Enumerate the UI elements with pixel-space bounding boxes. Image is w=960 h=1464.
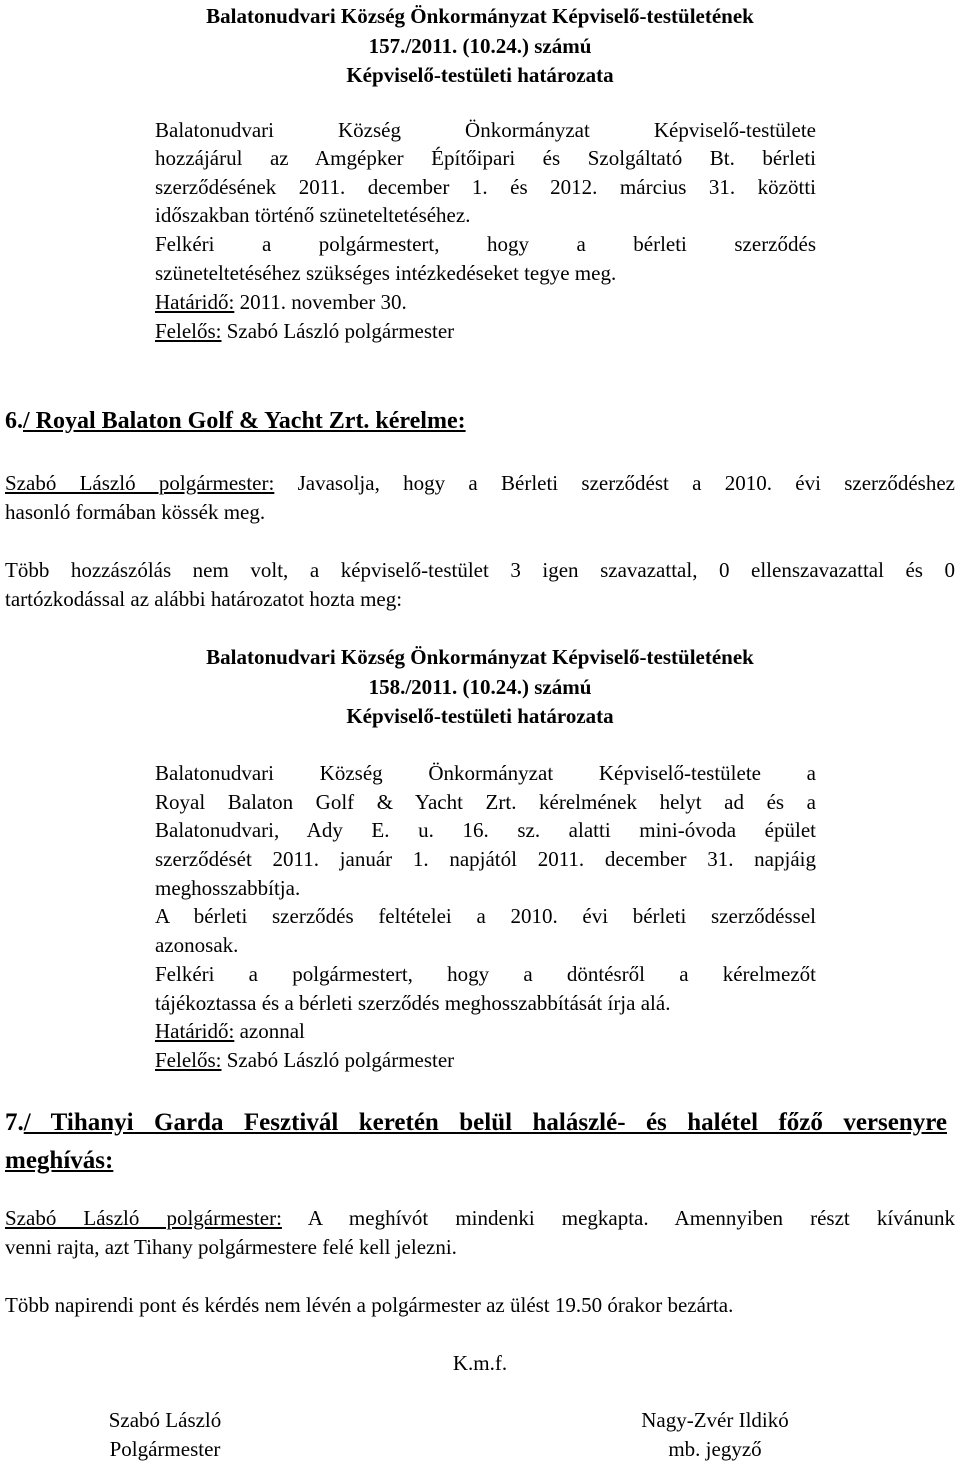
resolution-158-body-line: Balatonudvari, Ady E. u. 16. sz. alatti mini-óvoda épület: [155, 818, 816, 842]
resolution-157-number: 157./2011. (10.24.) számú: [368, 34, 592, 58]
section-7-heading: [5, 1110, 947, 1135]
resolution-158-body-line: Balatonudvari Község Önkormányzat Képviselő-testülete a: [155, 761, 816, 785]
resolution-158-body-line: azonosak.: [155, 933, 239, 957]
resolution-157-body-line: Balatonudvari Község Önkormányzat Képviselő-testülete: [155, 118, 816, 142]
signature-left: [60, 1410, 270, 1460]
signature-left-name: Szabó László: [108, 1408, 222, 1432]
resolution-157-body-line: szerződésének 2011. december 1. és 2012. március 31. közötti: [155, 175, 816, 199]
resolution-158-body-line: Royal Balaton Golf & Yacht Zrt. kérelmének helyt ad és a: [155, 790, 816, 814]
section-6-number: 6.: [5, 408, 23, 434]
section-7-number: 7.: [5, 1109, 24, 1136]
signature-right-name: Nagy-Zvér Ildikó: [641, 1408, 789, 1432]
signature-left-title: Polgármester: [109, 1437, 221, 1461]
speech-text: Javasolja, hogy a Bérleti szerződést a 2010. évi szerződéshez: [274, 471, 955, 495]
resolution-157-body-line: szüneteltetéséhez szükséges intézkedéseket tegye meg.: [155, 261, 617, 285]
resolution-158-body-line: tájékoztassa és a bérleti szerződés meghosszabbítását írja alá.: [155, 991, 671, 1015]
responsible-value: Szabó László polgármester: [221, 1048, 455, 1072]
section-7-speech-line: venni rajta, azt Tihany polgármestere felé kell jelezni.: [5, 1235, 457, 1259]
section-6-vote-line: tartózkodással az alábbi határozatot hozta meg:: [5, 587, 403, 611]
deadline-label: Határidő:: [155, 290, 235, 314]
resolution-157-body-line: Felkéri a polgármestert, hogy a bérleti szerződés: [155, 232, 816, 256]
responsible-label: Felelős:: [155, 1048, 222, 1072]
section-7-speech-line: [5, 1208, 955, 1229]
section-6-title: / Royal Balaton Golf & Yacht Zrt. kérelme:: [23, 408, 466, 434]
closing-text: Több napirendi pont és kérdés nem lévén a polgármester az ülést 19.50 órakor bezárta.: [5, 1293, 734, 1317]
responsible-value: Szabó László polgármester: [221, 319, 455, 343]
signature-right: [590, 1410, 840, 1460]
kmf-text: K.m.f.: [452, 1351, 508, 1375]
responsible-label: Felelős:: [155, 319, 222, 343]
resolution-158-body-line: szerződését 2011. január 1. napjától 2011. december 31. napjáig: [155, 847, 816, 871]
resolution-158-body-line: A bérleti szerződés feltételei a 2010. évi bérleti szerződéssel: [155, 904, 816, 928]
resolution-158-subtitle: Képviselő-testületi határozata: [346, 704, 614, 728]
section-7-title: / Tihanyi Garda Fesztivál keretén belül halászlé- és halétel főző versenyre: [23, 1109, 947, 1136]
resolution-158-responsible: [155, 1050, 454, 1071]
section-7-title-line2: meghívás:: [5, 1147, 114, 1174]
speech-text: A meghívót mindenki megkapta. Amennyiben részt kívánunk: [281, 1206, 955, 1230]
resolution-158-deadline: [155, 1021, 305, 1042]
resolution-157-subtitle: Képviselő-testületi határozata: [346, 63, 614, 87]
resolution-157-responsible: [155, 321, 454, 342]
resolution-158-number: 158./2011. (10.24.) számú: [368, 675, 592, 699]
section-6-vote-line: Több hozzászólás nem volt, a képviselő-testület 3 igen szavazattal, 0 ellenszavazattal és 0: [5, 558, 955, 582]
speaker-label: Szabó László polgármester:: [5, 471, 275, 495]
resolution-157-deadline: [155, 292, 407, 313]
resolution-157-body-line: hozzájárul az Amgépker Építőipari és Szolgáltató Bt. bérleti: [155, 146, 816, 170]
section-6-heading: [5, 409, 466, 433]
resolution-158-body-line: meghosszabbítja.: [155, 876, 301, 900]
deadline-value: 2011. november 30.: [234, 290, 407, 314]
section-6-speech-line: hasonló formában kössék meg.: [5, 500, 266, 524]
signature-right-title: mb. jegyző: [668, 1437, 762, 1461]
deadline-value: azonnal: [234, 1019, 305, 1043]
resolution-157-body-line: időszakban történő szüneteltetéséhez.: [155, 203, 471, 227]
resolution-157-title: Balatonudvari Község Önkormányzat Képviselő-testületének: [206, 4, 754, 28]
deadline-label: Határidő:: [155, 1019, 235, 1043]
speaker-label: Szabó László polgármester:: [5, 1206, 282, 1230]
section-6-speech-line: [5, 473, 955, 494]
resolution-158-body-line: Felkéri a polgármestert, hogy a döntésről a kérelmezőt: [155, 962, 816, 986]
resolution-158-title: Balatonudvari Község Önkormányzat Képviselő-testületének: [206, 645, 754, 669]
